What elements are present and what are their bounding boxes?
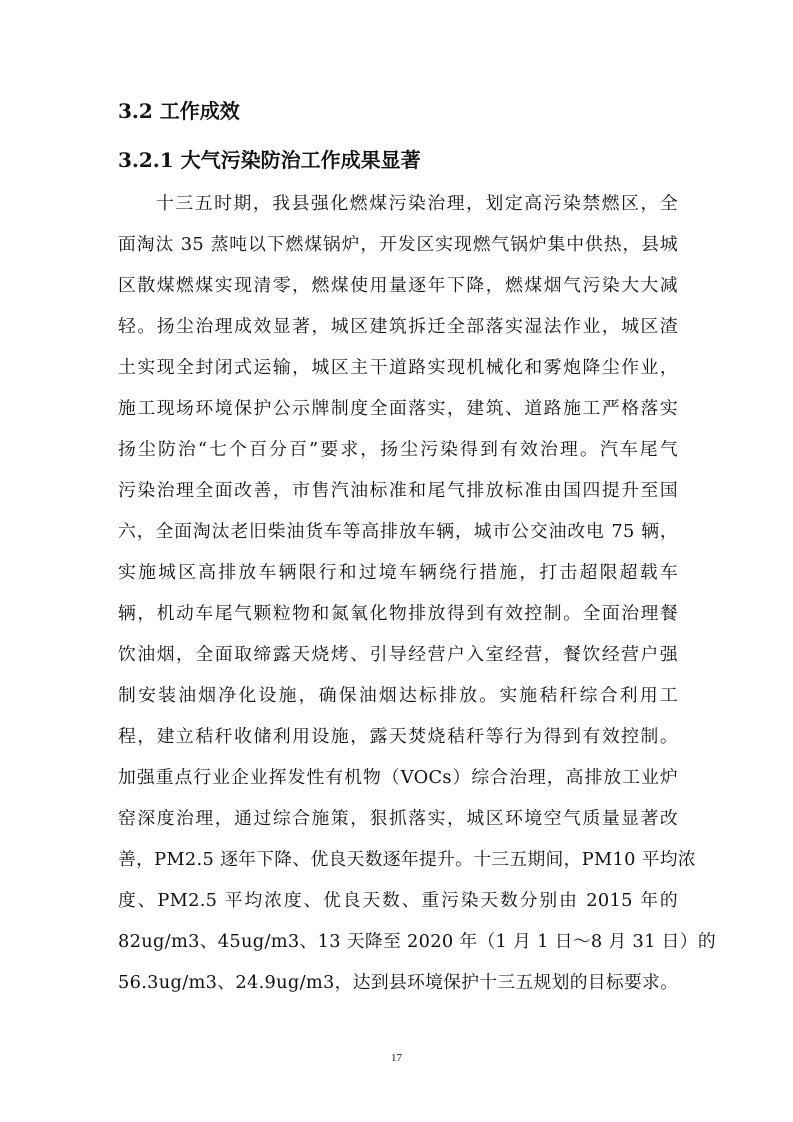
body-line: 窑深度治理，通过综合施策，狠抓落实，城区环境空气质量显著改 (118, 808, 678, 829)
body-line: 56.3ug/m3、24.9ug/m3，达到县环境保护十三五规划的目标要求。 (118, 972, 679, 993)
subsection-heading: 3.2.1 大气污染防治工作成果显著 (118, 148, 421, 172)
body-line: 污染治理全面改善，市售汽油标准和尾气排放标准由国四提升至国 (118, 480, 678, 501)
section-heading: 3.2 工作成效 (118, 99, 240, 123)
body-line: 实施城区高排放车辆限行和过境车辆绕行措施，打击超限超载车 (118, 562, 678, 583)
body-line: 饮油烟，全面取缔露天烧烤、引导经营户入室经营，餐饮经营户强 (118, 644, 678, 665)
body-paragraph (118, 192, 716, 1012)
body-line: 土实现全封闭式运输，城区主干道路实现机械化和雾炮降尘作业， (118, 357, 678, 378)
body-line: 十三五时期，我县强化燃煤污染治理，划定高污染禁燃区，全 (156, 193, 678, 214)
body-line: 轻。扬尘治理成效显著，城区建筑拆迁全部落实湿法作业，城区渣 (118, 316, 678, 337)
body-line: 六，全面淘汰老旧柴油货车等高排放车辆，城市公交油改电 75 辆， (118, 521, 678, 542)
page-number: 17 (391, 1052, 402, 1064)
body-line: 善，PM2.5 逐年下降、优良天数逐年提升。十三五期间，PM10 平均浓 (118, 849, 696, 870)
body-line: 区散煤燃煤实现清零，燃煤使用量逐年下降，燃煤烟气污染大大减 (118, 275, 678, 296)
body-line: 扬尘防治“七个百分百”要求，扬尘污染得到有效治理。汽车尾气 (118, 439, 678, 460)
body-line: 施工现场环境保护公示牌制度全面落实，建筑、道路施工严格落实 (118, 398, 678, 419)
body-line: 辆，机动车尾气颗粒物和氮氧化物排放得到有效控制。全面治理餐 (118, 603, 678, 624)
body-line: 制安装油烟净化设施，确保油烟达标排放。实施秸秆综合利用工 (118, 685, 678, 706)
body-line: 度、PM2.5 平均浓度、优良天数、重污染天数分别由 2015 年的 (118, 890, 678, 911)
body-line: 程，建立秸秆收储利用设施，露天焚烧秸秆等行为得到有效控制。 (118, 726, 678, 747)
body-line: 加强重点行业企业挥发性有机物（VOCs）综合治理，高排放工业炉 (118, 767, 678, 788)
body-line: 82ug/m3、45ug/m3、13 天降至 2020 年（1 月 1 日～8 月 31 日）的 (118, 931, 716, 952)
body-line: 面淘汰 35 蒸吨以下燃煤锅炉，开发区实现燃气锅炉集中供热，县城 (118, 234, 678, 255)
